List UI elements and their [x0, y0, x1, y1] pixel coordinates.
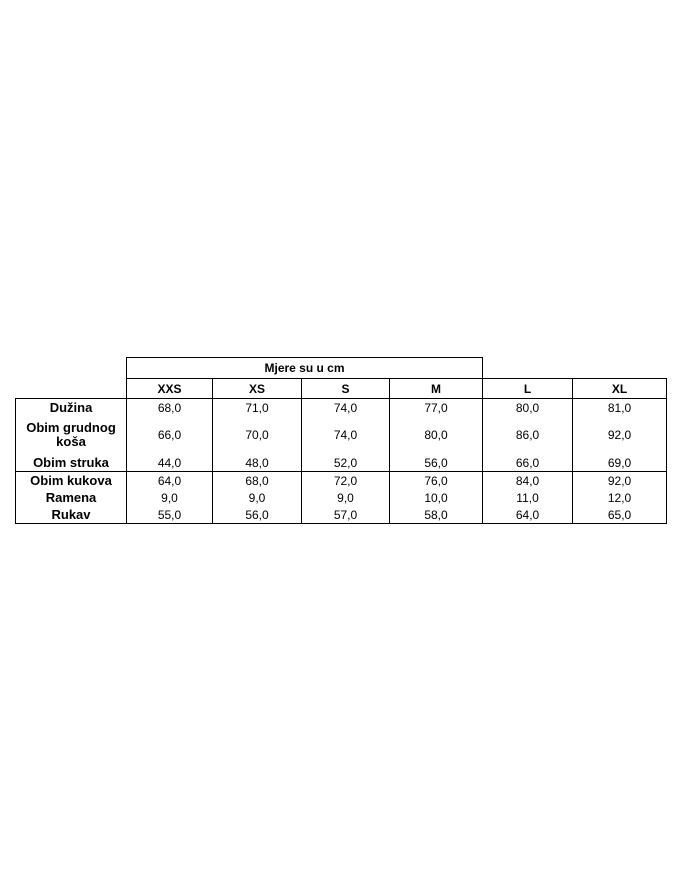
- row-label: Ramena: [16, 489, 127, 506]
- table-cell: 81,0: [573, 399, 667, 417]
- size-header-m: M: [390, 379, 483, 399]
- caption-spacer: [483, 358, 667, 379]
- table-cell: 74,0: [302, 399, 390, 417]
- table-cell: 12,0: [573, 489, 667, 506]
- table-cell: 68,0: [213, 472, 302, 490]
- table-cell: 84,0: [483, 472, 573, 490]
- table-row: [16, 489, 667, 506]
- row-label: Obim grudnog koša: [16, 416, 127, 454]
- table-cell: 92,0: [573, 472, 667, 490]
- table-cell: 55,0: [127, 506, 213, 524]
- table-cell: 56,0: [390, 454, 483, 472]
- size-chart-table: [15, 357, 667, 524]
- table-cell: 64,0: [127, 472, 213, 490]
- table-cell: 92,0: [573, 416, 667, 454]
- table-cell: 66,0: [127, 416, 213, 454]
- table-cell: 70,0: [213, 416, 302, 454]
- table-cell: 11,0: [483, 489, 573, 506]
- size-header-row: [16, 379, 667, 399]
- table-row: [16, 506, 667, 524]
- table-cell: 77,0: [390, 399, 483, 417]
- table-cell: 68,0: [127, 399, 213, 417]
- table-cell: 52,0: [302, 454, 390, 472]
- table-cell: 9,0: [213, 489, 302, 506]
- table-cell: 57,0: [302, 506, 390, 524]
- table-cell: 69,0: [573, 454, 667, 472]
- header-corner: [16, 379, 127, 399]
- table-cell: 65,0: [573, 506, 667, 524]
- table-cell: 66,0: [483, 454, 573, 472]
- size-header-l: L: [483, 379, 573, 399]
- row-label: Rukav: [16, 506, 127, 524]
- caption-row: [16, 358, 667, 379]
- table-cell: 58,0: [390, 506, 483, 524]
- size-header-xxs: XXS: [127, 379, 213, 399]
- table-caption: Mjere su u cm: [127, 358, 483, 379]
- table-cell: 80,0: [390, 416, 483, 454]
- table-cell: 48,0: [213, 454, 302, 472]
- table-cell: 44,0: [127, 454, 213, 472]
- table-cell: 10,0: [390, 489, 483, 506]
- row-label: Obim kukova: [16, 472, 127, 490]
- size-header-xs: XS: [213, 379, 302, 399]
- size-header-xl: XL: [573, 379, 667, 399]
- row-label: Obim struka: [16, 454, 127, 472]
- table-row: [16, 399, 667, 417]
- table-cell: 56,0: [213, 506, 302, 524]
- table-cell: 74,0: [302, 416, 390, 454]
- table-cell: 71,0: [213, 399, 302, 417]
- caption-spacer: [16, 358, 127, 379]
- table-cell: 9,0: [127, 489, 213, 506]
- row-label: Dužina: [16, 399, 127, 417]
- table-row: [16, 416, 667, 454]
- table-cell: 86,0: [483, 416, 573, 454]
- table-cell: 72,0: [302, 472, 390, 490]
- table-cell: 64,0: [483, 506, 573, 524]
- table-row: [16, 454, 667, 472]
- table-cell: 76,0: [390, 472, 483, 490]
- table-cell: 80,0: [483, 399, 573, 417]
- size-header-s: S: [302, 379, 390, 399]
- table-cell: 9,0: [302, 489, 390, 506]
- table-row: [16, 472, 667, 490]
